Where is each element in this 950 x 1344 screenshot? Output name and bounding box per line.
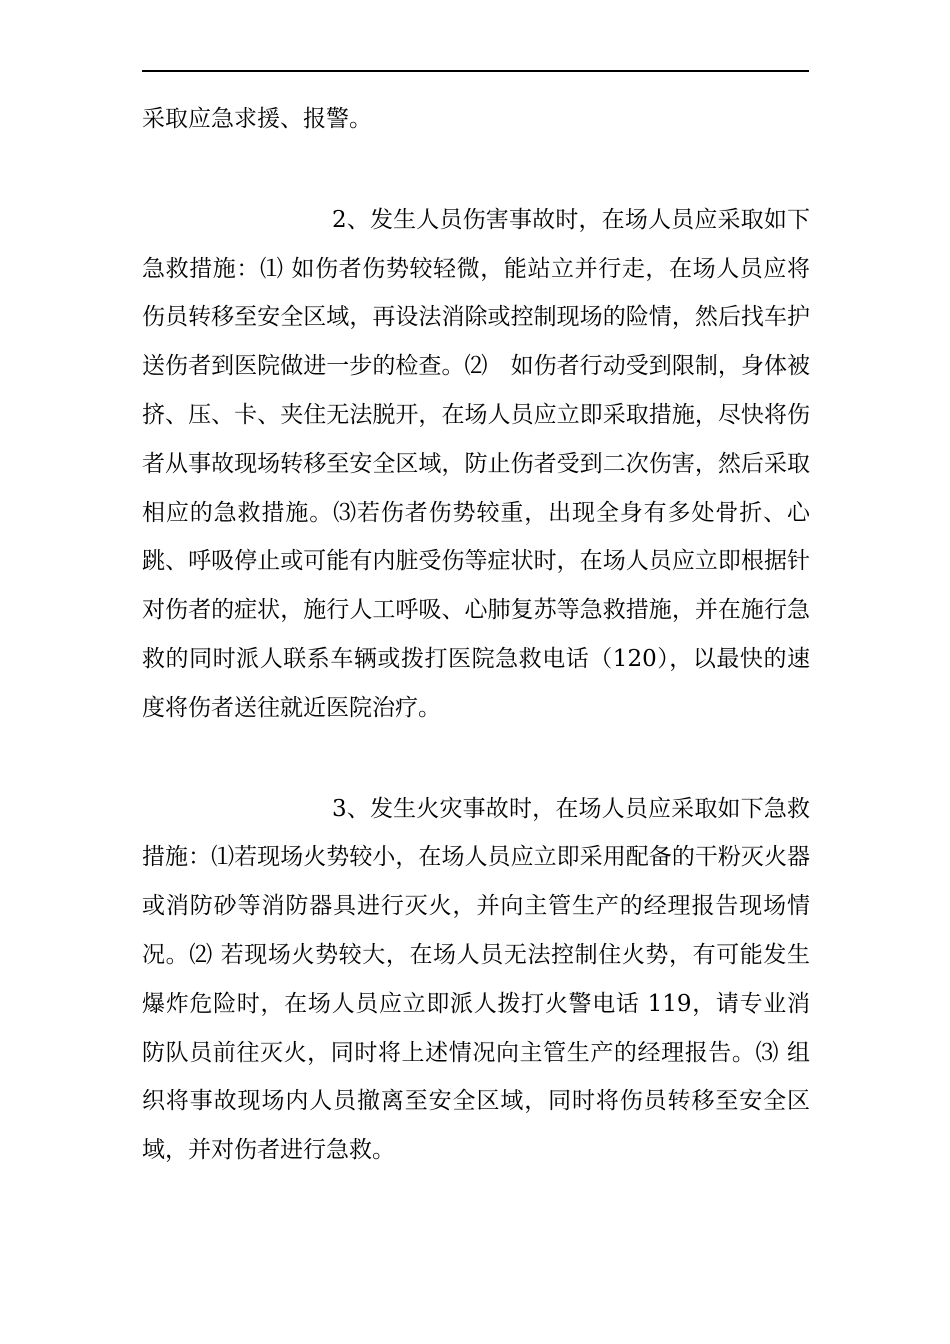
document-body (142, 95, 810, 1227)
paragraph-injury-measures: 2、发生人员伤害事故时，在场人员应采取如下急救措施：⑴ 如伤者伤势较轻微，能站立并行走，在场人员应将伤员转移至安全区域，再设法消除或控制现场的险情，然后找车护送伤者到医院做进一步的检查。⑵ 如伤者行动受到限制，身体被挤、压、卡、夹住无法脱开，在场人员应立即采取措施，尽快将伤者从事故现场转移至安全区域，防止伤者受到二次伤害，然后采取相应的急救措施。⑶若伤者伤势较重，出现全身有多处骨折、心跳、呼吸停止或可能有内脏受伤等症状时，在场人员应立即根据针对伤者的症状，施行人工呼吸、心肺复苏等急救措施，并在施行急救的同时派人联系车辆或拨打医院急救电话（120），以最快的速度将伤者送往就近医院治疗。 (142, 206, 810, 721)
paragraph-continuation: 采取应急求援、报警。 (142, 106, 372, 132)
header-rule (142, 70, 809, 72)
paragraph-fire-measures: 3、发生火灾事故时，在场人员应采取如下急救措施：⑴若现场火势较小，在场人员应立即采用配备的干粉灭火器或消防砂等消防器具进行灭火，并向主管生产的经理报告现场情况。⑵ 若现场火势较大，在场人员无法控制住火势，有可能发生爆炸危险时，在场人员应立即派人拨打火警电话 119，请专业消防队员前往灭火，同时将上述情况向主管生产的经理报告。⑶ 组织将事故现场内人员撤离至安全区域，同时将伤员转移至安全区域，并对伤者进行急救。 (142, 795, 810, 1164)
